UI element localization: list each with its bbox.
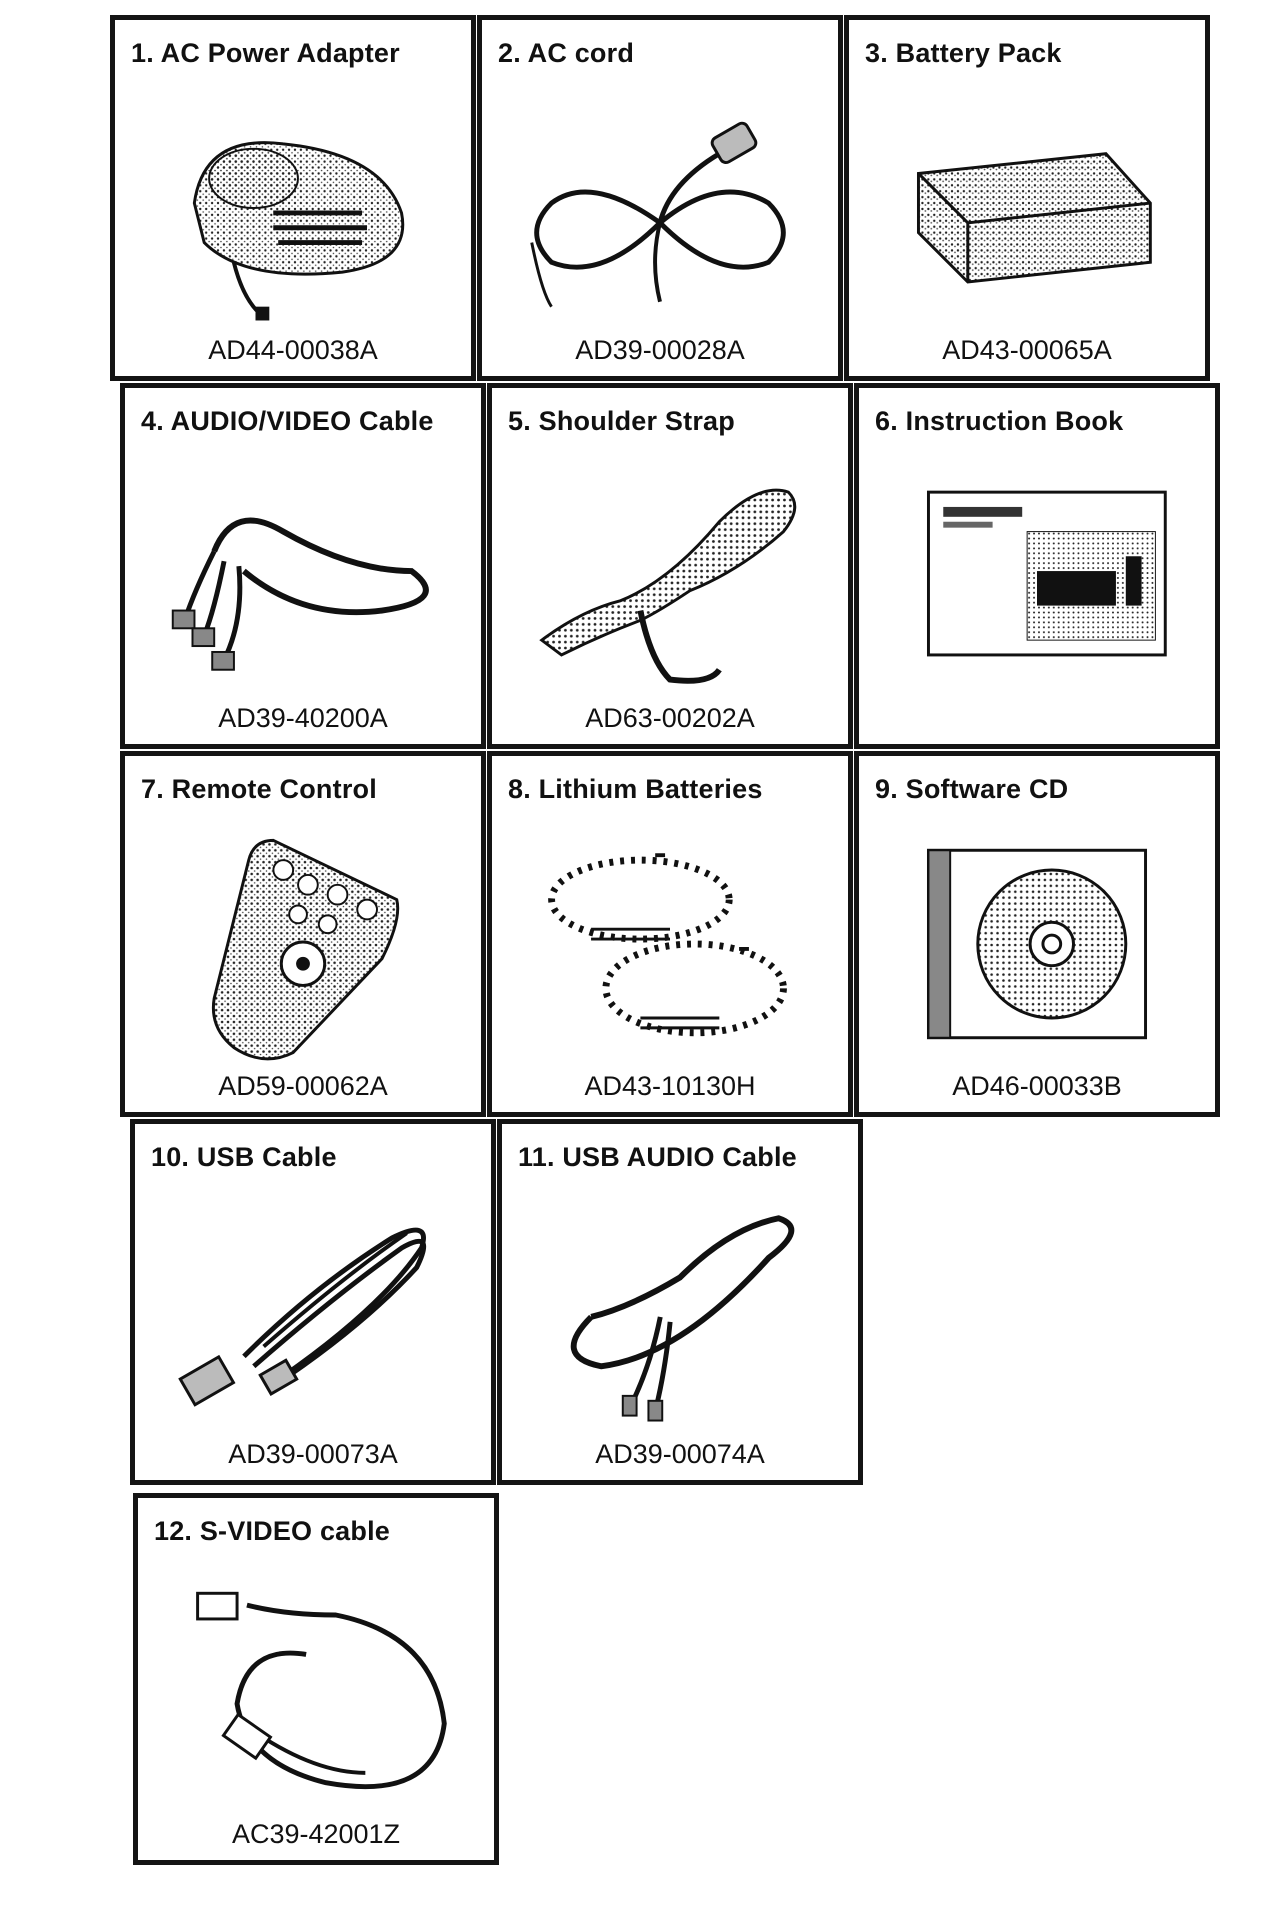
instruction-book-icon: [889, 458, 1185, 694]
accessory-cell-shoulder-strap: [487, 383, 853, 749]
accessory-title: 9. Software CD: [875, 774, 1069, 804]
accessory-code: AD59-00062A: [218, 1071, 388, 1101]
accessory-title: 3. Battery Pack: [865, 38, 1062, 68]
shoulder-strap-icon: [522, 458, 818, 694]
accessory-cell-usb-cable: [130, 1119, 496, 1485]
battery-pack-icon: [879, 90, 1175, 326]
accessory-code: AD39-40200A: [218, 703, 388, 733]
accessory-cell-remote-control: [120, 751, 486, 1117]
ac-power-adapter-icon: [145, 90, 441, 326]
accessory-title: 11. USB AUDIO Cable: [518, 1142, 797, 1172]
accessory-cell-software-cd: [854, 751, 1220, 1117]
accessory-code: AD39-00028A: [575, 335, 745, 365]
accessory-code: AC39-42001Z: [231, 1819, 401, 1849]
accessory-title: 10. USB Cable: [151, 1142, 337, 1172]
accessory-cell-usb-audio-cable: [497, 1119, 863, 1485]
accessory-title: 5. Shoulder Strap: [508, 406, 735, 436]
audio-video-cable-icon: [155, 458, 451, 694]
accessory-code: AD39-00074A: [595, 1439, 765, 1469]
ac-cord-icon: [512, 90, 808, 326]
accessory-title: 4. AUDIO/VIDEO Cable: [141, 406, 434, 436]
accessory-cell-battery-pack: [844, 15, 1210, 381]
accessory-cell-ac-power-adapter: [110, 15, 476, 381]
accessory-cell-instruction-book: [854, 383, 1220, 749]
accessory-title: 2. AC cord: [498, 38, 635, 68]
accessory-title: 6. Instruction Book: [875, 406, 1124, 436]
usb-cable-icon: [165, 1194, 461, 1430]
accessory-code: AD46-00033B: [952, 1071, 1122, 1101]
accessory-code: AD43-00065A: [942, 335, 1112, 365]
usb-audio-cable-icon: [532, 1194, 828, 1430]
accessory-title: 1. AC Power Adapter: [131, 38, 400, 68]
remote-control-icon: [155, 826, 451, 1062]
software-cd-icon: [889, 826, 1185, 1062]
accessory-title: 12. S-VIDEO cable: [154, 1516, 390, 1546]
accessory-code: AD39-00073A: [228, 1439, 398, 1469]
accessory-cell-ac-cord: [477, 15, 843, 381]
lithium-batteries-icon: [522, 826, 818, 1062]
accessory-cell-lithium-batteries: [487, 751, 853, 1117]
accessory-title: 7. Remote Control: [141, 774, 377, 804]
accessory-cell-s-video-cable: [133, 1493, 499, 1865]
accessory-code: AD44-00038A: [208, 335, 378, 365]
accessory-code: AD63-00202A: [585, 703, 755, 733]
accessory-cell-audio-video-cable: [120, 383, 486, 749]
s-video-cable-icon: [168, 1568, 464, 1810]
accessory-code: AD43-10130H: [584, 1071, 756, 1101]
accessory-title: 8. Lithium Batteries: [508, 774, 763, 804]
